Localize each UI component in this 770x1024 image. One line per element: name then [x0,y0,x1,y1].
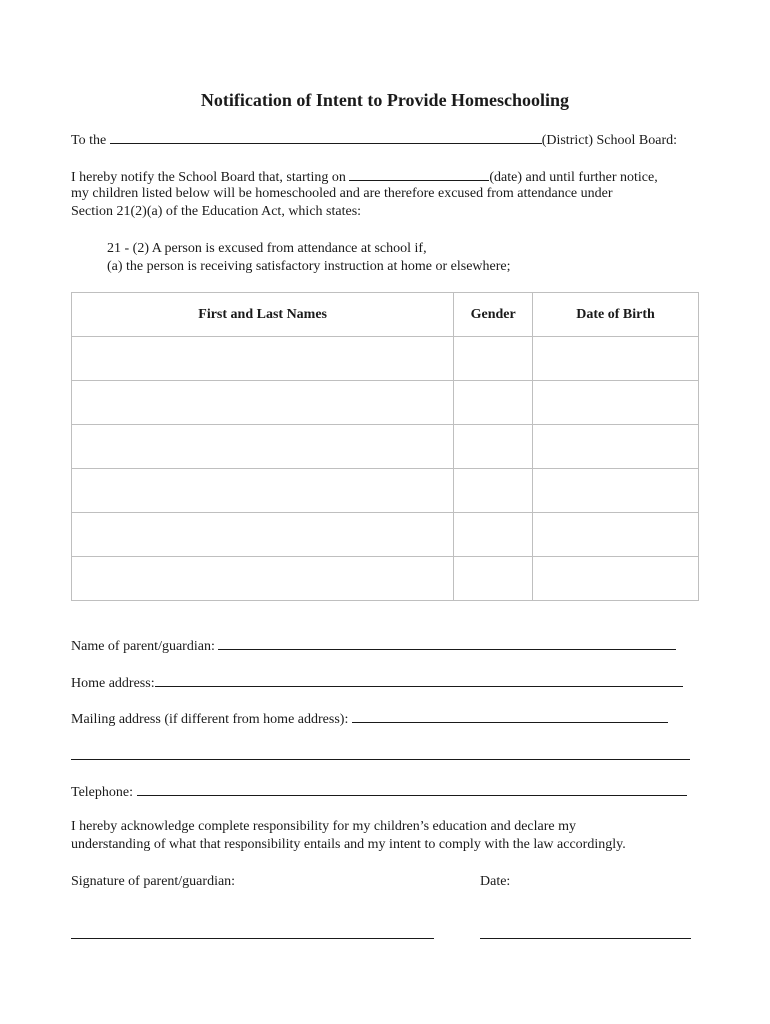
notice-suffix: (date) and until further notice, [489,170,658,185]
gender-cell[interactable] [454,425,533,469]
mailing-address-field-2[interactable] [71,746,690,760]
name-cell[interactable] [72,557,454,601]
table-row [72,513,699,557]
name-cell[interactable] [72,381,454,425]
signature-label: Signature of parent/guardian: [71,874,236,889]
name-cell[interactable] [72,469,454,513]
date-label: Date: [480,874,511,889]
gender-cell[interactable] [454,513,533,557]
name-cell[interactable] [72,337,454,381]
to-line [71,130,677,150]
telephone-field[interactable] [137,782,687,796]
name-cell[interactable] [72,425,454,469]
notice-line-2: my children listed below will be homeschooled and are therefore excused from attendance under [71,186,613,201]
quote-line-1: 21 - (2) A person is excused from attendance at school if, [107,241,427,256]
gender-cell[interactable] [454,337,533,381]
parent-name-row [71,636,676,656]
to-prefix: To the [71,133,107,148]
mailing-address-row [71,709,668,729]
table-row [72,337,699,381]
table-row [72,469,699,513]
dob-cell[interactable] [533,337,699,381]
table-row [72,557,699,601]
acknowledgement-line-1: I hereby acknowledge complete responsibility for my children’s education and declare my [71,819,576,834]
name-cell[interactable] [72,513,454,557]
gender-cell[interactable] [454,557,533,601]
gender-cell[interactable] [454,469,533,513]
acknowledgement-line-2: understanding of what that responsibility entails and my intent to comply with the law accordingly. [71,837,626,852]
home-address-label: Home address: [71,676,155,691]
children-table [71,292,699,601]
parent-name-field[interactable] [218,636,676,650]
home-address-field[interactable] [155,673,683,687]
notice-line-3: Section 21(2)(a) of the Education Act, which states: [71,204,362,219]
to-suffix: (District) School Board: [541,133,677,148]
dob-cell[interactable] [533,469,699,513]
home-address-row [71,673,683,693]
table-header-row [72,293,699,337]
mailing-address-field[interactable] [352,709,668,723]
district-field[interactable] [110,130,542,144]
dob-cell[interactable] [533,381,699,425]
telephone-label: Telephone: [71,785,133,800]
table-row [72,381,699,425]
notice-prefix: I hereby notify the School Board that, starting on [71,170,346,185]
mailing-address-label: Mailing address (if different from home address): [71,712,349,727]
mailing-address-row-2 [71,746,690,766]
dob-cell[interactable] [533,425,699,469]
gender-cell[interactable] [454,381,533,425]
dob-cell[interactable] [533,513,699,557]
signature-field[interactable] [71,938,434,939]
form-title: Notification of Intent to Provide Homeschooling [200,90,570,110]
telephone-row [71,782,687,802]
dob-cell[interactable] [533,557,699,601]
quote-line-2: (a) the person is receiving satisfactory instruction at home or elsewhere; [107,259,511,274]
table-row [72,425,699,469]
header-dob: Date of Birth [533,293,699,337]
start-date-field[interactable] [349,167,489,181]
parent-name-label: Name of parent/guardian: [71,639,215,654]
signature-date-field[interactable] [480,938,691,939]
notice-line-1 [71,167,658,187]
header-names: First and Last Names [72,293,454,337]
header-gender: Gender [454,293,533,337]
